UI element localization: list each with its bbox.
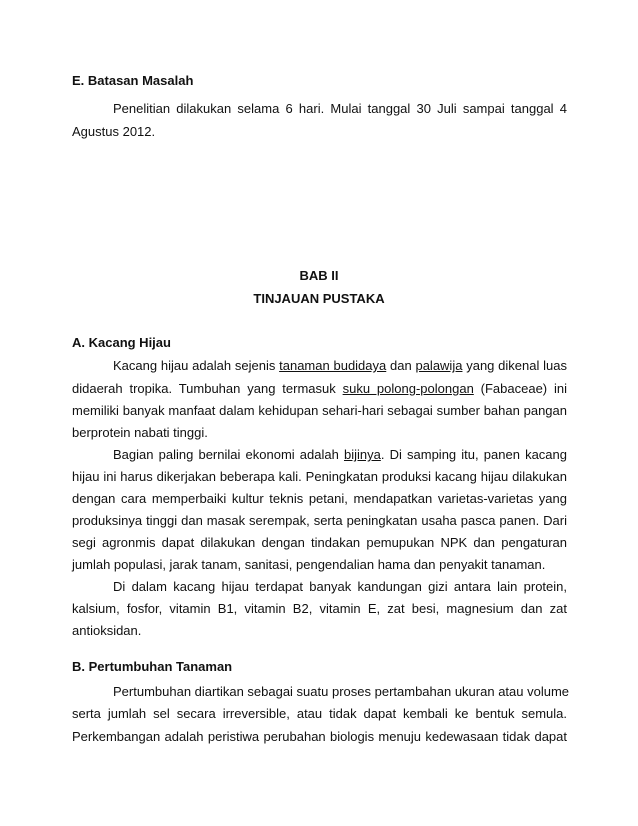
paragraph-line: berprotein nabati tinggi. — [72, 425, 208, 440]
paragraph-line — [72, 381, 567, 396]
section-a-heading: A. Kacang Hijau — [72, 335, 171, 350]
text-run: Kacang hijau adalah sejenis — [113, 358, 280, 373]
paragraph-line: jumlah populasi, jarak tanam, sanitasi, pengendalian hama dan penyakit tanaman. — [72, 557, 546, 572]
paragraph-line: hijau ini harus dikerjakan beberapa kali. Peningkatan produksi kacang hijau dilakukan — [72, 469, 567, 484]
paragraph-line: kalsium, fosfor, vitamin B1, vitamin B2, vitamin E, zat besi, magnesium dan zat — [72, 601, 567, 616]
paragraph-line: Pertumbuhan diartikan sebagai suatu proses pertambahan ukuran atau volume — [113, 684, 570, 699]
section-b-heading: B. Pertumbuhan Tanaman — [72, 659, 233, 674]
text-run: didaerah tropika. Tumbuhan yang termasuk — [72, 381, 343, 396]
paragraph-line: segi agronmis dapat dilakukan dengan tindakan pemupukan NPK dan pengaturan — [72, 535, 567, 550]
paragraph-line: produksinya tinggi dan masak serempak, serta peningkatan usaha pasca panen. Dari — [72, 513, 567, 528]
text-run: dan — [386, 358, 416, 373]
paragraph-line — [113, 358, 567, 373]
paragraph-line: memiliki banyak manfaat dalam kehidupan sehari-hari sebagai sumber bahan pangan — [72, 403, 567, 418]
paragraph-line — [113, 447, 567, 462]
section-e-paragraph-line: Penelitian dilakukan selama 6 hari. Mulai tanggal 30 Juli sampai tanggal 4 — [113, 101, 567, 116]
chapter-title: TINJAUAN PUSTAKA — [253, 291, 385, 306]
section-e-paragraph-line: Agustus 2012. — [72, 124, 156, 139]
paragraph-line: dengan cara memperbaiki kultur teknis petani, mendapatkan varietas-varietas yang — [72, 491, 567, 506]
text-run: yang dikenal luas — [462, 358, 567, 373]
text-run: . Di samping itu, panen kacang — [380, 447, 567, 462]
section-e-heading: E. Batasan Masalah — [72, 73, 194, 88]
paragraph-line: serta jumlah sel secara irreversible, atau tidak dapat kembali ke bentuk semula. — [72, 706, 567, 721]
paragraph-line: Di dalam kacang hijau terdapat banyak kandungan gizi antara lain protein, — [113, 579, 567, 594]
paragraph-line: Perkembangan adalah peristiwa perubahan biologis menuju kedewasaan tidak dapat — [72, 729, 567, 744]
link-suku-polong-polongan[interactable]: suku polong-polongan — [342, 381, 474, 396]
link-tanaman-budidaya[interactable]: tanaman budidaya — [279, 358, 387, 373]
chapter-number: BAB II — [299, 268, 339, 283]
text-run: Bagian paling bernilai ekonomi adalah — [113, 447, 344, 462]
text-run: (Fabaceae) ini — [473, 381, 567, 396]
link-palawija[interactable]: palawija — [415, 358, 463, 373]
paragraph-line: antioksidan. — [72, 623, 142, 638]
link-bijinya[interactable]: bijinya — [343, 447, 381, 462]
